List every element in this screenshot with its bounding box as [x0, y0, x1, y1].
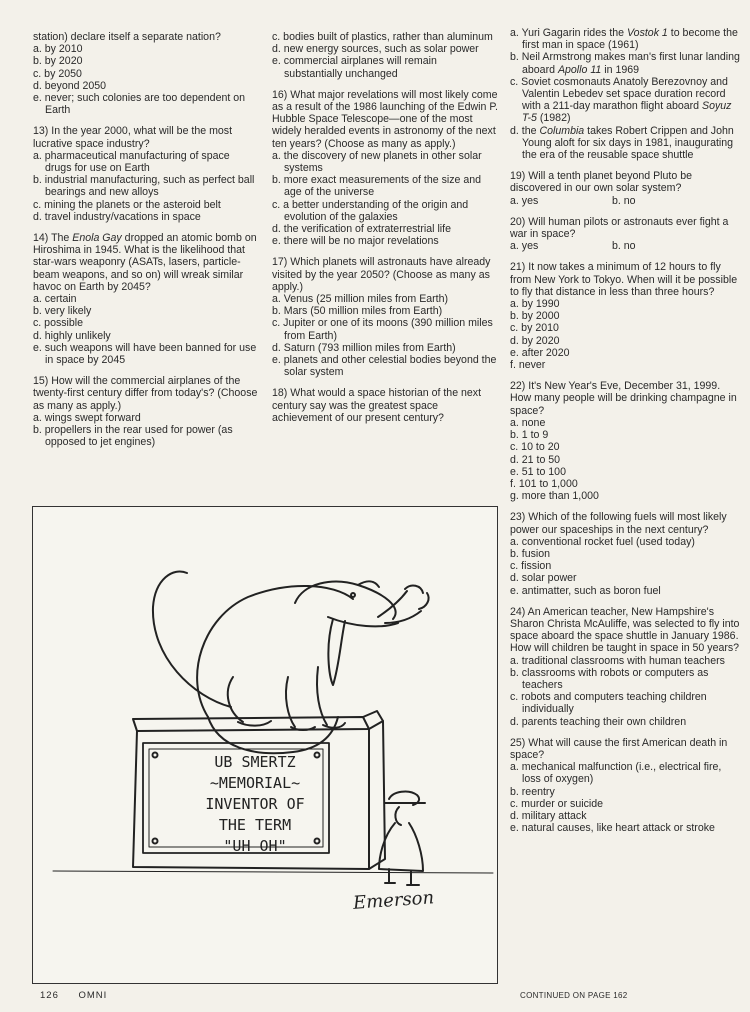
option-emphasis: Columbia	[539, 124, 585, 137]
answer-option: d. by 2020	[510, 334, 560, 347]
answer-option: c. mining the planets or the asteroid belt	[33, 198, 221, 211]
statue-tail	[153, 571, 231, 707]
answer-option: a. conventional rocket fuel (used today)	[510, 535, 695, 548]
answer-option: f. never	[510, 359, 546, 372]
answer-option: a. wings swept forward	[33, 411, 141, 424]
question-text: 24) An American teacher, New Hampshire's Sharon Christa McAuliffe, was selected to fly into space aboard the space shuttle in January 1986. How will children be taught in space in 50 years?	[510, 605, 740, 655]
question-text: 20) Will human pilots or astronauts ever fight a war in space?	[510, 215, 729, 241]
answer-option: b. no	[612, 240, 636, 253]
answer-option: d. parents teaching their own children	[510, 715, 687, 728]
answer-options-row	[510, 195, 742, 207]
question-block	[510, 511, 742, 596]
column-middle	[272, 31, 498, 433]
option-emphasis: Soyuz T-5	[522, 100, 732, 125]
answer-option: a. pharmaceutical manufacturing of space drugs for use on Earth	[33, 149, 230, 175]
answer-option: d. solar power	[510, 572, 577, 585]
answer-option: b. by 2000	[510, 310, 560, 323]
cartoon	[32, 506, 498, 984]
question-text: 21) It now takes a minimum of 12 hours to fly from New York to Tokyo. When will it be possible to fly that distance in less than three hours?	[510, 261, 738, 298]
answer-option: c. 10 to 20	[510, 441, 560, 454]
answer-option: a. traditional classrooms with human teachers	[510, 654, 725, 667]
answer-option: e. commercial airplanes will remain substantially unchanged	[272, 55, 437, 80]
answer-options-row	[510, 240, 742, 252]
question-block	[272, 31, 498, 80]
answer-option: a. by 2010	[33, 43, 83, 56]
answer-option: a. mechanical malfunction (i.e., electrical fire, loss of oxygen)	[510, 761, 722, 786]
question-text: 15) How will the commercial airplanes of the twenty-first century differ from today's? (Choose as many as apply.)	[33, 375, 258, 412]
option-emphasis: Apollo 11	[557, 63, 602, 76]
answer-option: c. a better understanding of the origin and evolution of the galaxies	[272, 198, 469, 223]
answer-option: a. Yuri Gagarin rides the Vostok 1 to become the first man in space (1961)	[510, 27, 738, 52]
answer-option: d. the verification of extraterrestrial life	[272, 223, 451, 236]
answer-option: a. none	[510, 416, 546, 429]
answer-option: e. natural causes, like heart attack or stroke	[510, 822, 715, 835]
answer-option: d. the Columbia takes Robert Crippen and John Young aloft for six days in 1981, inaugurating the era of the reusable space shuttle	[510, 124, 734, 162]
answer-option: b. Neil Armstrong makes man's first lunar landing aboard Apollo 11 in 1969	[510, 51, 740, 76]
statue-head	[295, 582, 396, 619]
answer-option: b. classrooms with robots or computers as teachers	[510, 666, 709, 691]
continued-note: CONTINUED ON PAGE 162	[520, 991, 628, 1000]
answer-option: c. bodies built of plastics, rather than aluminum	[272, 31, 493, 43]
answer-option: b. fusion	[510, 547, 551, 560]
question-block	[510, 261, 742, 371]
question-18-options	[510, 27, 742, 161]
question-block	[510, 170, 742, 207]
question-block	[510, 737, 742, 835]
question-text: 17) Which planets will astronauts have already visited by the year 2050? (Choose as many as apply.)	[272, 256, 491, 293]
man-head	[395, 807, 401, 825]
magazine-name: OMNI	[78, 990, 108, 1001]
plaque-line: "UH OH"	[223, 837, 287, 855]
question-text: 23) Which of the following fuels will most likely power our spaceships in the next century?	[510, 511, 727, 536]
option-emphasis: Vostok 1	[627, 27, 668, 39]
plaque-line: ~MEMORIAL~	[209, 774, 301, 792]
question-block	[510, 380, 742, 502]
cartoon-drawing	[33, 507, 497, 983]
answer-option: b. Mars (50 million miles from Earth)	[272, 305, 443, 318]
answer-option: d. Saturn (793 million miles from Earth)	[272, 341, 456, 354]
answer-option: b. by 2020	[33, 55, 83, 68]
answer-option: c. by 2010	[510, 322, 559, 335]
answer-option: b. very likely	[33, 305, 92, 318]
page-folio	[40, 990, 123, 1001]
question-text: 19) Will a tenth planet beyond Pluto be discovered in our own solar system?	[510, 170, 692, 195]
answer-option: b. more exact measurements of the size and age of the universe	[272, 174, 482, 199]
question-text: 13) In the year 2000, what will be the most lucrative space industry?	[33, 125, 233, 150]
answer-option: a. yes	[510, 240, 539, 253]
answer-option: c. Soviet cosmonauts Anatoly Berezovnoy and Valentin Lebedev set space duration record with a 211-day marathon flight aboard Soyuz T-5 (1982)	[510, 75, 732, 125]
answer-option: f. 101 to 1,000	[510, 477, 578, 490]
answer-option: e. 51 to 100	[510, 465, 566, 478]
answer-option: b. reentry	[510, 785, 555, 798]
question-block	[272, 256, 498, 378]
question-text: 25) What will cause the first American death in space?	[510, 736, 728, 761]
answer-option: b. industrial manufacturing, such as perfect ball bearings and new alloys	[33, 174, 255, 199]
plaque-line: UB SMERTZ	[214, 753, 296, 771]
column-left	[33, 31, 258, 458]
question-block	[272, 89, 498, 248]
plaque-inscription	[181, 752, 329, 857]
answer-option: d. 21 to 50	[510, 453, 561, 466]
answer-option: d. highly unlikely	[33, 329, 111, 342]
answer-option: c. by 2050	[33, 67, 82, 80]
answer-option: c. murder or suicide	[510, 797, 604, 810]
answer-option: d. travel industry/vacations in space	[33, 210, 201, 223]
question-block	[510, 606, 742, 728]
question-text: station) declare itself a separate nation?	[33, 31, 221, 43]
question-text: 16) What major revelations will most likely come as a result of the 1986 launching of the Edwin P. Hubble Space Telescope—one of the most widely heralded events in astronomy of the next ten years? (Choose as many as apply.)	[272, 88, 498, 150]
statue-hind-leg	[228, 677, 243, 722]
answer-option: c. possible	[33, 317, 84, 330]
page-number: 126	[40, 990, 59, 1001]
statue-tusk	[328, 619, 345, 685]
statue-body	[197, 586, 353, 717]
plaque-line: THE TERM	[218, 816, 292, 834]
answer-option: e. such weapons will have been banned for use in space by 2045	[33, 341, 257, 367]
answer-option: a. yes	[510, 194, 539, 207]
question-block	[510, 216, 742, 253]
question-block	[33, 125, 258, 223]
pedestal-top	[133, 717, 369, 731]
answer-option: a. by 1990	[510, 298, 560, 311]
answer-option: b. propellers in the rear used for power (as opposed to jet engines)	[33, 424, 233, 449]
answer-option: d. new energy sources, such as solar power	[272, 43, 479, 56]
cartoonist-signature: Emerson	[352, 887, 435, 914]
answer-option: c. Jupiter or one of its moons (390 million miles from Earth)	[272, 317, 493, 342]
answer-option: c. robots and computers teaching children individually	[510, 691, 707, 716]
answer-option: a. Venus (25 million miles from Earth)	[272, 293, 449, 306]
answer-option: b. no	[612, 194, 636, 207]
answer-option: g. more than 1,000	[510, 490, 599, 503]
statue-front-leg	[286, 677, 295, 727]
question-text: 14) The Enola Gay dropped an atomic bomb on Hiroshima in 1945. What is the likelihood that star-wars weaponry (ASATs, lasers, particle-beam weapons, and so on) will wreak similar havoc on Earth by 2045?	[33, 232, 257, 293]
answer-option: e. after 2020	[510, 346, 570, 359]
question-block	[33, 232, 258, 366]
question-block	[33, 375, 258, 448]
answer-option: a. certain	[33, 293, 77, 306]
answer-option: e. antimatter, such as boron fuel	[510, 584, 661, 597]
question-block	[33, 31, 258, 116]
column-right	[510, 27, 742, 843]
answer-option: e. never; such colonies are too dependent on Earth	[33, 92, 246, 117]
answer-option: e. planets and other celestial bodies beyond the solar system	[272, 354, 497, 379]
answer-option: b. 1 to 9	[510, 429, 549, 442]
answer-option: e. there will be no major revelations	[272, 235, 439, 248]
answer-option: d. beyond 2050	[33, 79, 107, 92]
question-text: 22) It's New Year's Eve, December 31, 1999. How many people will be drinking champagne in space?	[510, 380, 737, 417]
question-emphasis: Enola Gay	[72, 232, 122, 245]
answer-option: c. fission	[510, 560, 552, 573]
answer-option: a. the discovery of new planets in other solar systems	[272, 149, 482, 175]
question-block	[272, 387, 498, 424]
plaque-line: INVENTOR OF	[205, 795, 305, 813]
answer-option: d. military attack	[510, 809, 587, 822]
question-text: 18) What would a space historian of the next century say was the greatest space achievement of our present century?	[272, 387, 482, 424]
